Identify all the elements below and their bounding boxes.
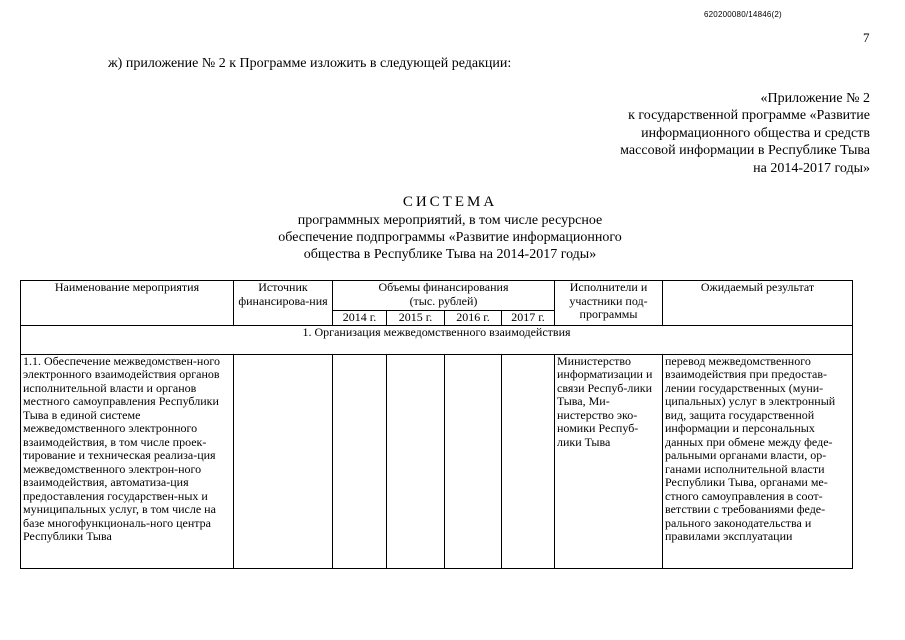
header-executors: Исполнители и участники под-программы xyxy=(555,281,663,326)
header-volumes-line: Объемы финансирования xyxy=(378,280,509,294)
appendix-line: на 2014-2017 годы» xyxy=(753,160,870,176)
appendix-line: «Приложение № 2 xyxy=(760,91,870,106)
row-name: 1.1. Обеспечение межведомствен-ного электронного взаимодействия органов исполнительной власти и органов местного самоуправления Республики Тыва в единой системе межведомственного электронного взаимодействия, в том числе проек-тирование и техническая реализа-ция межведомственного электрон-ного взаимодействия, автоматиза-ция предоставления государствен-ных и муниципальных услуг, в том числе на базе многофункциональ-ного центра Республики Тыва xyxy=(21,354,234,568)
row-2015 xyxy=(387,354,445,568)
appendix-header xyxy=(560,90,870,177)
row-2014 xyxy=(333,354,387,568)
header-year: 2014 г. xyxy=(333,311,387,326)
appendix-line: массовой информации в Республике Тыва xyxy=(620,143,870,159)
header-name: Наименование мероприятия xyxy=(21,281,234,326)
header-volumes xyxy=(333,281,555,311)
document-subtitle xyxy=(200,212,700,263)
program-table xyxy=(20,280,853,569)
subtitle-line: общества в Республике Тыва на 2014-2017 годы» xyxy=(303,247,597,262)
section-title: 1. Организация межведомственного взаимодействия xyxy=(21,325,853,354)
row-source xyxy=(234,354,333,568)
subtitle-line: программных мероприятий, в том числе ресурсное xyxy=(297,213,603,228)
header-result: Ожидаемый результат xyxy=(663,281,853,326)
intro-paragraph: ж) приложение № 2 к Программе изложить в следующей редакции: xyxy=(108,56,512,71)
header-volumes-line: (тыс. рублей) xyxy=(409,293,478,308)
header-year: 2017 г. xyxy=(502,311,555,326)
document-id: 620200080/14846(2) xyxy=(704,10,782,19)
header-year: 2015 г. xyxy=(387,311,445,326)
row-2017 xyxy=(502,354,555,568)
document-title: СИСТЕМА xyxy=(402,194,498,210)
appendix-line: к государственной программе «Развитие xyxy=(628,108,870,124)
subtitle-line: обеспечение подпрограммы «Развитие информационного xyxy=(278,230,622,245)
appendix-line: информационного общества и средств xyxy=(641,125,870,141)
row-executors: Министерство информатизации и связи Респуб-лики Тыва, Ми-нистерство эко-номики Респуб-лики Тыва xyxy=(555,354,663,568)
row-result: перевод межведомственного взаимодействия при предостав-лении государственных (муни-ципальных) услуг в электронный вид, защита государственной информации и персональных данных при обмене между феде-ральными органами власти, ор-ганами исполнительной власти Республики Тыва, органами ме-стного самоуправления в соот-ветствии с требованиями феде-рального законодательства и правилами эксплуатации xyxy=(663,354,853,568)
header-source: Источник финансирова-ния xyxy=(234,281,333,326)
header-year: 2016 г. xyxy=(445,311,502,326)
page-number: 7 xyxy=(863,30,870,45)
row-2016 xyxy=(445,354,502,568)
